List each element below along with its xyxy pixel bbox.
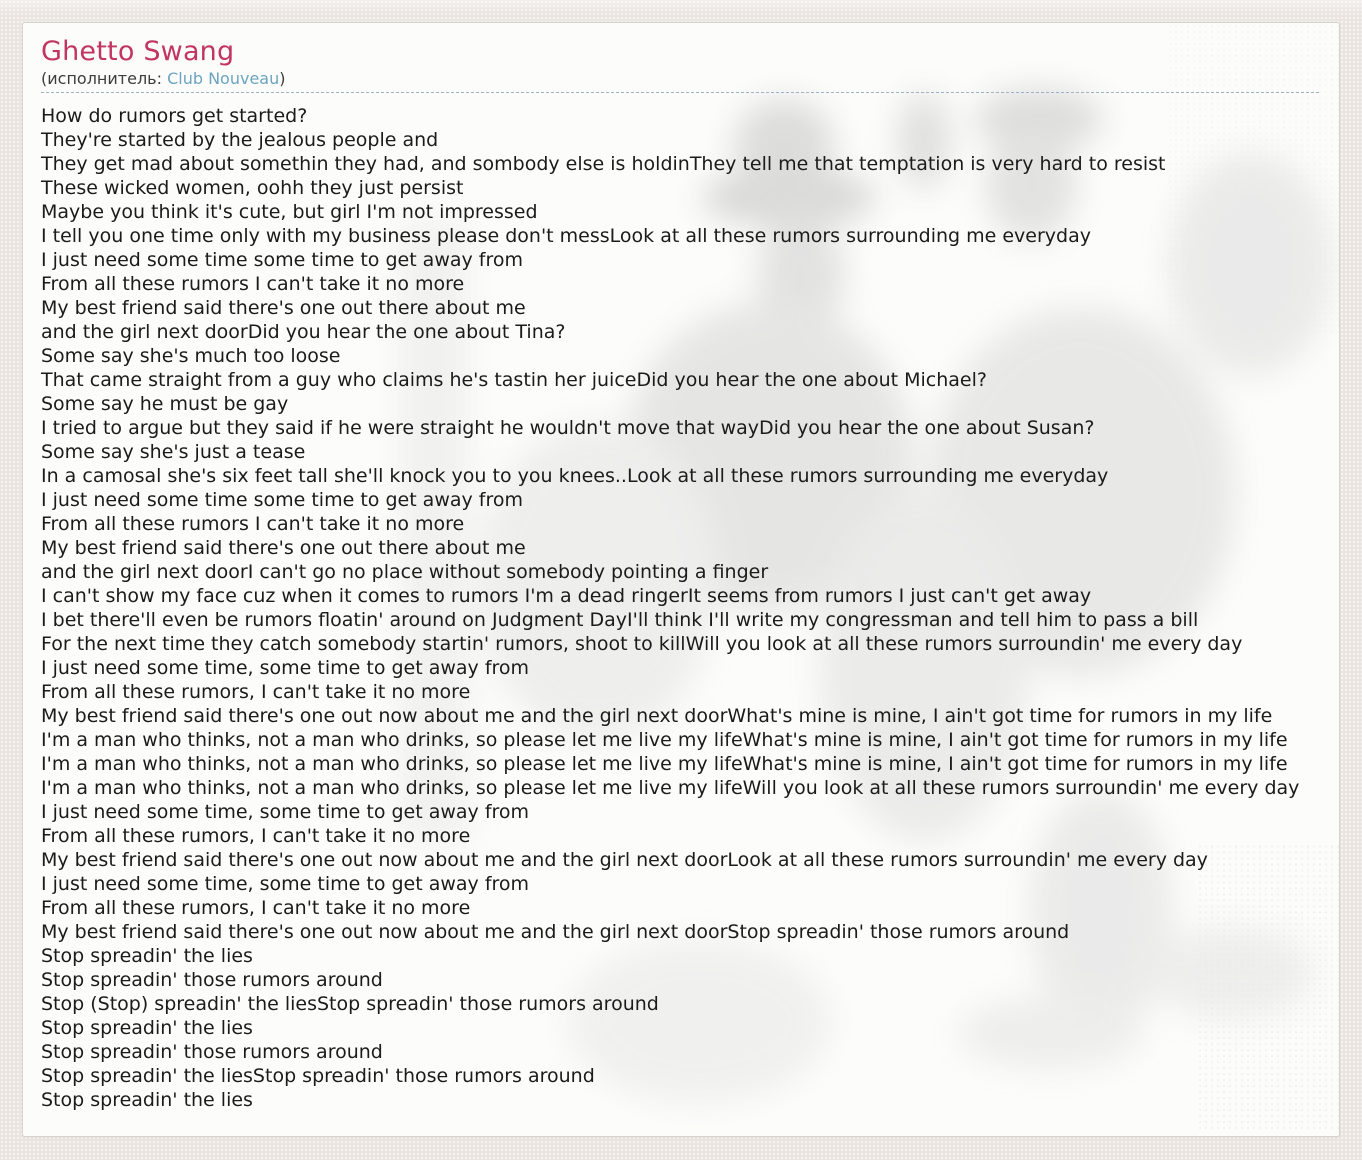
lyric-line: I just need some time some time to get away from [41, 249, 524, 271]
lyric-line: In a camosal she's six feet tall she'll knock you to you knees..Look at all these rumors surrounding me everyday [41, 465, 1109, 487]
artist-line [41, 69, 1319, 89]
lyric-line: They're started by the jealous people and [41, 129, 439, 151]
lyric-line: My best friend said there's one out now about me and the girl next doorLook at all these rumors surroundin' me every day [41, 849, 1208, 871]
lyric-line: and the girl next doorI can't go no place without somebody pointing a finger [41, 561, 769, 583]
lyric-line: How do rumors get started? [41, 105, 308, 127]
lyric-line: I just need some time, some time to get away from [41, 801, 530, 823]
lyrics-content [23, 23, 1339, 1112]
lyric-line: I just need some time, some time to get away from [41, 657, 530, 679]
lyric-line: Some say she's just a tease [41, 441, 306, 463]
lyric-line: Some say she's much too loose [41, 345, 341, 367]
lyric-line: Stop spreadin' the lies [41, 1089, 253, 1111]
lyric-line: My best friend said there's one out now about me and the girl next doorWhat's mine is mine, I ain't got time for rumors in my life [41, 705, 1273, 727]
lyric-line: From all these rumors, I can't take it no more [41, 681, 471, 703]
lyrics-panel [22, 22, 1340, 1137]
lyric-line: From all these rumors I can't take it no more [41, 273, 465, 295]
lyric-line: They get mad about somethin they had, and sombody else is holdinThey tell me that temptation is very hard to resist [41, 153, 1166, 175]
lyric-line: My best friend said there's one out now about me and the girl next doorStop spreadin' those rumors around [41, 921, 1070, 943]
lyric-line: For the next time they catch somebody startin' rumors, shoot to killWill you look at all these rumors surroundin' me every day [41, 633, 1243, 655]
lyric-line: Stop spreadin' the lies [41, 945, 253, 967]
lyric-line: I tried to argue but they said if he were straight he wouldn't move that wayDid you hear the one about Susan? [41, 417, 1095, 439]
lyric-line: and the girl next doorDid you hear the one about Tina? [41, 321, 566, 343]
lyric-line: From all these rumors, I can't take it no more [41, 897, 471, 919]
lyric-line: These wicked women, oohh they just persist [41, 177, 464, 199]
artist-label-close: ) [279, 69, 286, 88]
dotted-separator [41, 92, 1319, 93]
lyric-line: Stop (Stop) spreadin' the liesStop spreadin' those rumors around [41, 993, 659, 1015]
page-title: Ghetto Swang [41, 36, 235, 67]
lyric-line: Maybe you think it's cute, but girl I'm not impressed [41, 201, 538, 223]
lyric-line: I just need some time, some time to get away from [41, 873, 530, 895]
lyric-line: I bet there'll even be rumors floatin' around on Judgment DayI'll think I'll write my congressman and tell him to pass a bill [41, 609, 1199, 631]
artist-link[interactable]: Club Nouveau [167, 69, 280, 88]
lyric-line: Stop spreadin' those rumors around [41, 1041, 383, 1063]
lyric-line: Stop spreadin' the lies [41, 1017, 253, 1039]
lyric-line: My best friend said there's one out there about me [41, 297, 526, 319]
lyric-line: I'm a man who thinks, not a man who drinks, so please let me live my lifeWhat's mine is mine, I ain't got time for rumors in my life [41, 753, 1288, 775]
lyric-line: From all these rumors I can't take it no more [41, 513, 465, 535]
lyric-line: That came straight from a guy who claims he's tastin her juiceDid you hear the one about Michael? [41, 369, 987, 391]
lyrics-text [41, 104, 1319, 1112]
lyric-line: My best friend said there's one out there about me [41, 537, 526, 559]
lyric-line: I just need some time some time to get away from [41, 489, 524, 511]
lyric-line: I'm a man who thinks, not a man who drinks, so please let me live my lifeWill you look at all these rumors surroundin' me every day [41, 777, 1300, 799]
lyric-line: Some say he must be gay [41, 393, 289, 415]
lyric-line: Stop spreadin' those rumors around [41, 969, 383, 991]
lyric-line: From all these rumors, I can't take it no more [41, 825, 471, 847]
lyric-line: I'm a man who thinks, not a man who drinks, so please let me live my lifeWhat's mine is mine, I ain't got time for rumors in my life [41, 729, 1288, 751]
lyric-line: I tell you one time only with my business please don't messLook at all these rumors surrounding me everyday [41, 225, 1091, 247]
artist-label: (исполнитель: [41, 69, 168, 88]
lyric-line: I can't show my face cuz when it comes to rumors I'm a dead ringerIt seems from rumors I just can't get away [41, 585, 1092, 607]
lyric-line: Stop spreadin' the liesStop spreadin' those rumors around [41, 1065, 595, 1087]
